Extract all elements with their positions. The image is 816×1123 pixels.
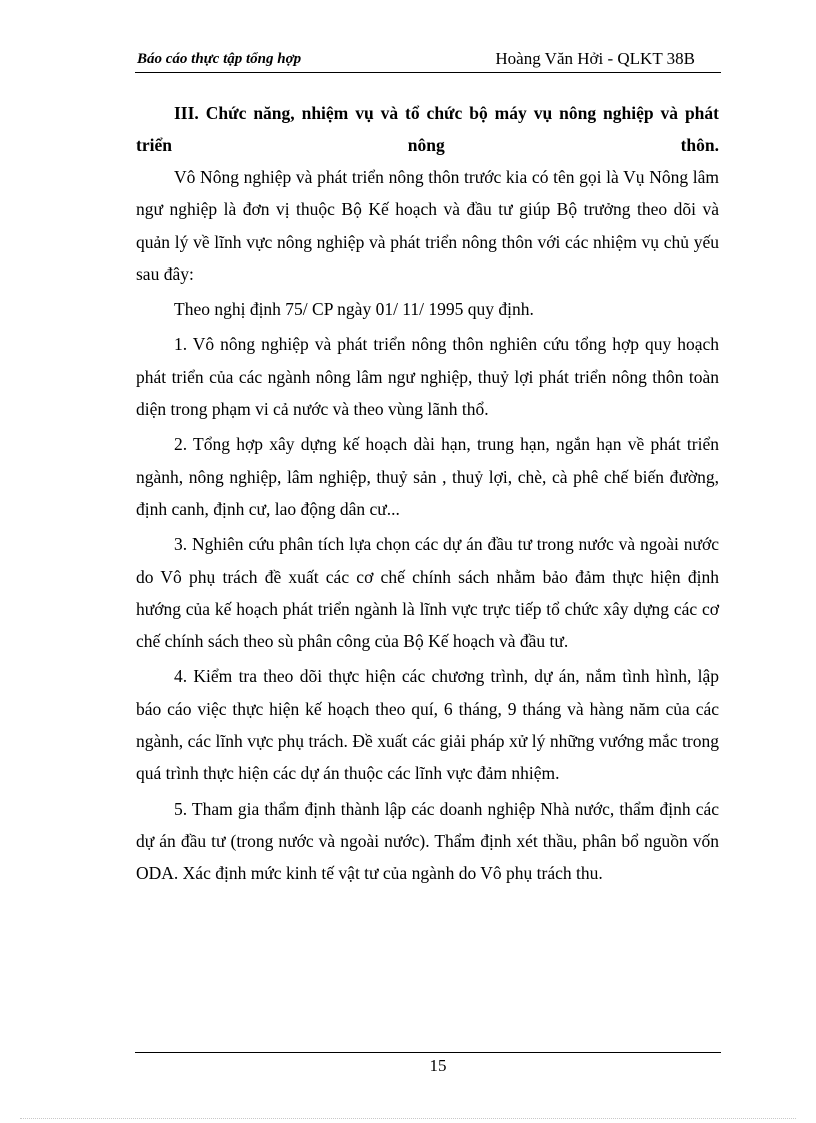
paragraph-item-2: 2. Tổng hợp xây dựng kế hoạch dài hạn, trung hạn, ngắn hạn về phát triển ngành, nông nghiệp, lâm nghiệp, thuỷ sản , thuỷ lợi, chè, cà phê chế biến đường, định canh, định cư, lao động dân cư... bbox=[136, 434, 719, 519]
page-number: 15 bbox=[429, 1056, 447, 1075]
paragraph-decree: Theo nghị định 75/ CP ngày 01/ 11/ 1995 quy định. bbox=[174, 299, 534, 320]
author-info: Hoàng Văn Hởi - QLKT 38B bbox=[495, 49, 695, 68]
paragraph-item-3: 3. Nghiên cứu phân tích lựa chọn các dự án đầu tư trong nước và ngoài nước do Vô phụ trách đề xuất các cơ chế chính sách nhằm bảo đảm thực hiện định hướng của kế hoạch phát triển ngành là lĩnh vực trực tiếp tổ chức xây dựng các cơ chế chính sách theo sù phân công của Bộ Kế hoạch và đầu tư. bbox=[136, 534, 719, 652]
document-body bbox=[136, 97, 719, 890]
page-bottom-edge bbox=[20, 1118, 796, 1119]
footer-divider bbox=[135, 1052, 721, 1053]
paragraph-item-1: 1. Vô nông nghiệp và phát triển nông thôn nghiên cứu tổng hợp quy hoạch phát triển của các ngành nông lâm ngư nghiệp, thuỷ lợi phát triển nông thôn toàn diện trong phạm vi cả nước và theo vùng lãnh thổ. bbox=[136, 334, 719, 420]
report-title: Báo cáo thực tập tổng hợp bbox=[137, 51, 302, 67]
page-header bbox=[135, 48, 721, 73]
paragraph-item-5: 5. Tham gia thẩm định thành lập các doanh nghiệp Nhà nước, thẩm định các dự án đầu tư (trong nước và ngoài nước). Thẩm định xét thầu, phân bổ nguồn vốn ODA. Xác định mức kinh tế vật tư của ngành do Vô phụ trách thu. bbox=[136, 798, 719, 884]
paragraph-intro: Vô Nông nghiệp và phát triển nông thôn trước kia có tên gọi là Vụ Nông lâm ngư nghiệp là đơn vị thuộc Bộ Kế hoạch và đầu tư giúp Bộ trưởng theo dõi và quản lý về lĩnh vực nông nghiệp và phát triển nông thôn với các nhiệm vụ chủ yếu sau đây: bbox=[136, 167, 719, 284]
paragraph-item-4: 4. Kiểm tra theo dõi thực hiện các chương trình, dự án, nắm tình hình, lập báo cáo việc thực hiện kế hoạch theo quí, 6 tháng, 9 tháng và hàng năm của các ngành, các lĩnh vực phụ trách. Đề xuất các giải pháp xử lý những vướng mắc trong quá trình thực hiện các dự án thuộc các lĩnh vực đảm nhiệm. bbox=[136, 666, 719, 784]
section-heading: III. Chức năng, nhiệm vụ và tổ chức bộ máy vụ nông nghiệp và phát triển nông thôn. bbox=[136, 103, 719, 155]
